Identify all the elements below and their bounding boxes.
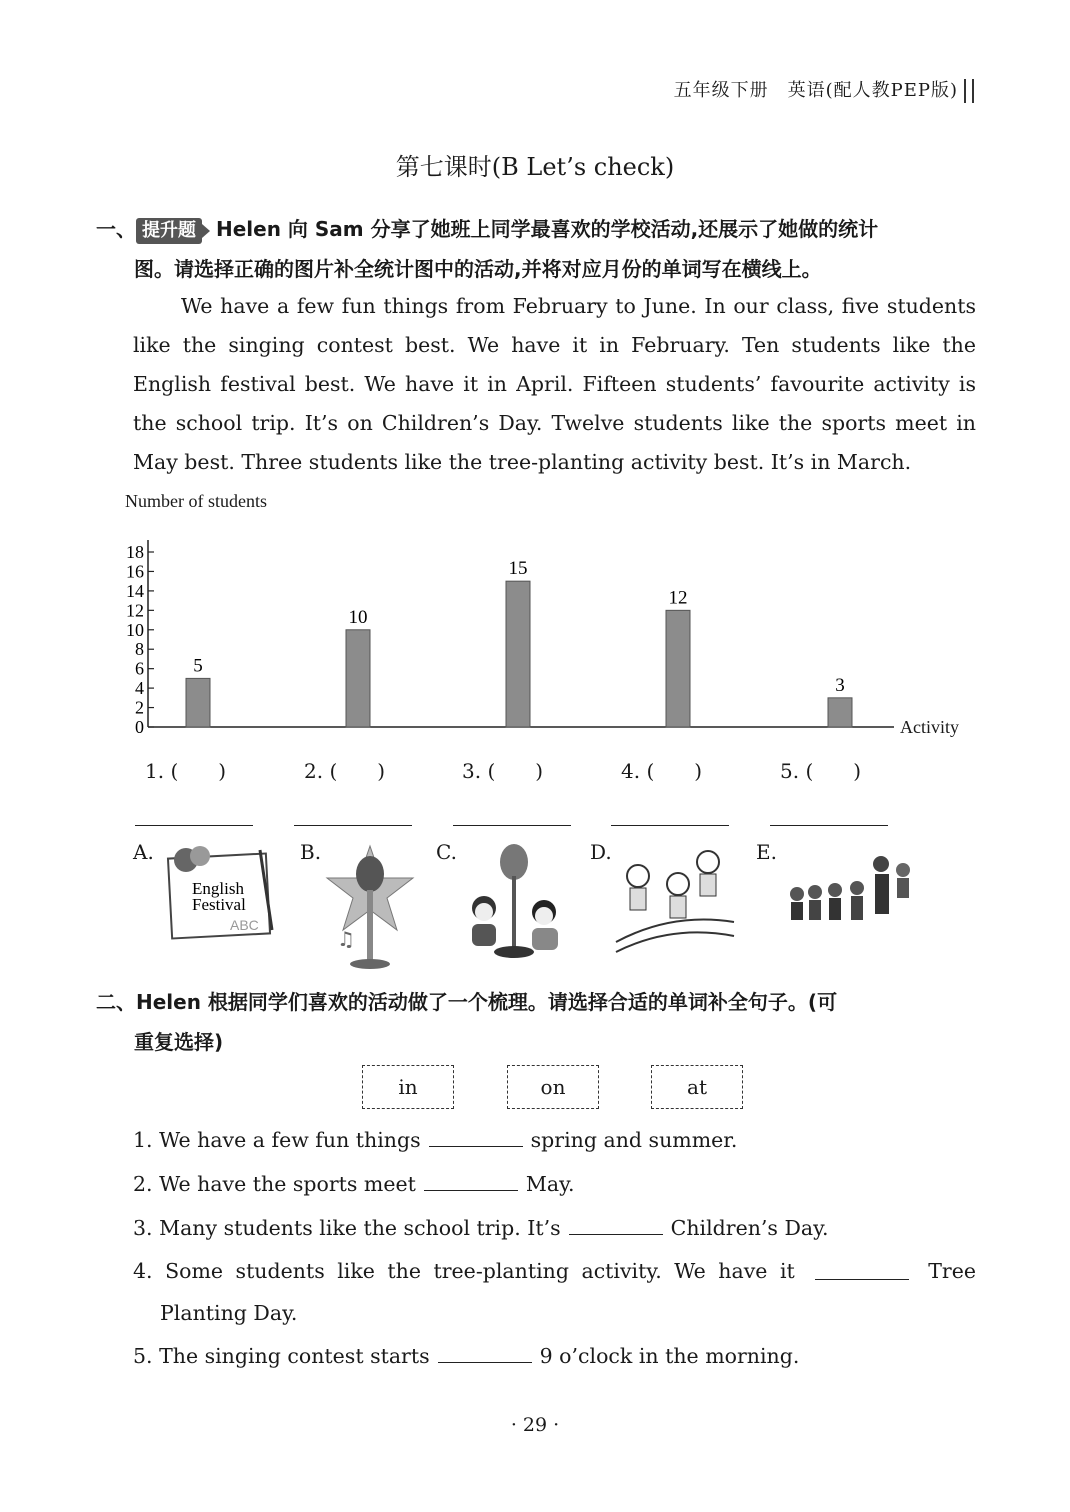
bar-3 <box>506 581 530 727</box>
bar-value-label-4: 12 <box>668 587 688 609</box>
question-5 <box>133 1342 799 1368</box>
bar-5 <box>828 698 852 727</box>
question-5-part-a: 5. The singing contest starts <box>133 1344 430 1368</box>
question-4-part-a: 4. Some students like the tree-planting activity. We have it <box>133 1259 795 1283</box>
picture-label-a: A. <box>133 840 154 864</box>
month-blank-1[interactable] <box>135 825 253 826</box>
page-number: · 29 · <box>510 1414 560 1436</box>
section2-number: 二、 <box>96 990 136 1014</box>
y-tick-label: 10 <box>126 619 144 640</box>
picture-label-e: E. <box>756 840 777 864</box>
chart-answer-row <box>0 755 1070 795</box>
question-3 <box>133 1214 829 1240</box>
header-bars <box>964 79 974 103</box>
question-1-part-a: 1. We have a few fun things <box>133 1128 421 1152</box>
y-tick-label: 0 <box>135 717 144 737</box>
answer-blank-4[interactable] <box>815 1259 909 1280</box>
question-5-part-b: 9 o’clock in the morning. <box>539 1344 800 1368</box>
question-2-part-a: 2. We have the sports meet <box>133 1172 416 1196</box>
music-note-icon: ♫ <box>337 927 355 951</box>
answer-blank-1[interactable] <box>429 1126 523 1147</box>
month-blank-3[interactable] <box>453 825 571 826</box>
bar-4 <box>666 610 690 727</box>
x-axis-label: Activity <box>900 717 959 737</box>
month-blank-4[interactable] <box>611 825 729 826</box>
y-tick-label: 2 <box>135 697 144 718</box>
section1-line2: 图。请选择正确的图片补全统计图中的活动,并将对应月份的单词写在横线上。 <box>134 257 822 281</box>
y-tick-label: 4 <box>135 678 144 699</box>
word-box-at: at <box>651 1065 743 1109</box>
bar-value-label-2: 10 <box>348 606 368 628</box>
english-festival-picture <box>160 842 280 942</box>
section1-instruction <box>96 209 976 289</box>
bar-value-label-1: 5 <box>193 655 203 677</box>
picture-label-d: D. <box>590 840 612 864</box>
question-1-part-b: spring and summer. <box>530 1128 738 1152</box>
picture-label-b: B. <box>300 840 322 864</box>
y-tick-label: 6 <box>135 658 144 679</box>
answer-bracket-4[interactable]: 4. ( ) <box>621 759 703 783</box>
question-2-part-b: May. <box>525 1172 575 1196</box>
tree-planting-picture <box>460 842 570 962</box>
word-box-on: on <box>507 1065 599 1109</box>
reading-passage <box>133 287 976 482</box>
bar-value-label-5: 3 <box>835 674 845 696</box>
question-2 <box>133 1170 574 1196</box>
answer-bracket-1[interactable]: 1. ( ) <box>145 759 227 783</box>
y-tick-label: 14 <box>126 580 144 601</box>
y-tick-label: 18 <box>126 542 144 562</box>
word-box-in: in <box>362 1065 454 1109</box>
bar-2 <box>346 630 370 727</box>
singing-microphone-picture <box>325 842 415 970</box>
bar-value-label-3: 15 <box>508 558 528 580</box>
question-4-part-b: Tree <box>928 1259 976 1283</box>
bar-1 <box>186 678 210 727</box>
bar-chart <box>118 485 978 745</box>
festival-text-2: Festival <box>192 895 246 914</box>
section1-number: 一、 <box>96 217 136 241</box>
answer-blank-5[interactable] <box>438 1342 532 1363</box>
y-axis-label: Number of students <box>125 491 267 511</box>
answer-bracket-2[interactable]: 2. ( ) <box>304 759 386 783</box>
section1-line1: Helen 向 Sam 分享了她班上同学最喜欢的学校活动,还展示了她做的统计 <box>216 217 879 241</box>
difficulty-badge: 提升题 <box>136 218 202 244</box>
answer-bracket-5[interactable]: 5. ( ) <box>780 759 862 783</box>
header-text: 五年级下册 英语(配人教PEP版) <box>673 80 958 101</box>
section2-line1: Helen 根据同学们喜欢的活动做了一个梳理。请选择合适的单词补全句子。(可 <box>136 990 838 1014</box>
question-1 <box>133 1126 737 1152</box>
month-blank-2[interactable] <box>294 825 412 826</box>
festival-text-1: English <box>192 879 244 898</box>
question-4 <box>133 1259 976 1283</box>
sports-meet-picture <box>612 842 737 954</box>
y-tick-label: 12 <box>126 600 144 621</box>
month-blank-5[interactable] <box>770 825 888 826</box>
answer-blank-2[interactable] <box>424 1170 518 1191</box>
y-tick-label: 8 <box>135 639 144 660</box>
section2-line2: 重复选择) <box>134 1030 224 1054</box>
school-trip-picture <box>785 842 915 932</box>
section2-instruction <box>96 982 976 1062</box>
badge-arrow-icon <box>202 224 210 238</box>
y-tick-label: 16 <box>126 561 144 582</box>
question-3-part-b: Children’s Day. <box>670 1216 829 1240</box>
page-header <box>674 76 974 103</box>
answer-bracket-3[interactable]: 3. ( ) <box>462 759 544 783</box>
lesson-title: 第七课时(B Let’s check) <box>395 153 675 181</box>
festival-abc: ABC <box>230 917 259 933</box>
question-4-continued: Planting Day. <box>160 1301 298 1325</box>
passage-text: We have a few fun things from February to June. In our class, five students like the singing contest best. We have it in February. Ten students like the English festival best. We have it in April. Fifteen students’ favourite activity is the school trip. It’s on Children’s Day. Twelve students like the sports meet in May best. Three students like the tree-planting activity best. It’s in March. <box>133 294 976 474</box>
question-3-part-a: 3. Many students like the school trip. It’s <box>133 1216 561 1240</box>
picture-label-c: C. <box>436 840 457 864</box>
answer-blank-3[interactable] <box>569 1214 663 1235</box>
